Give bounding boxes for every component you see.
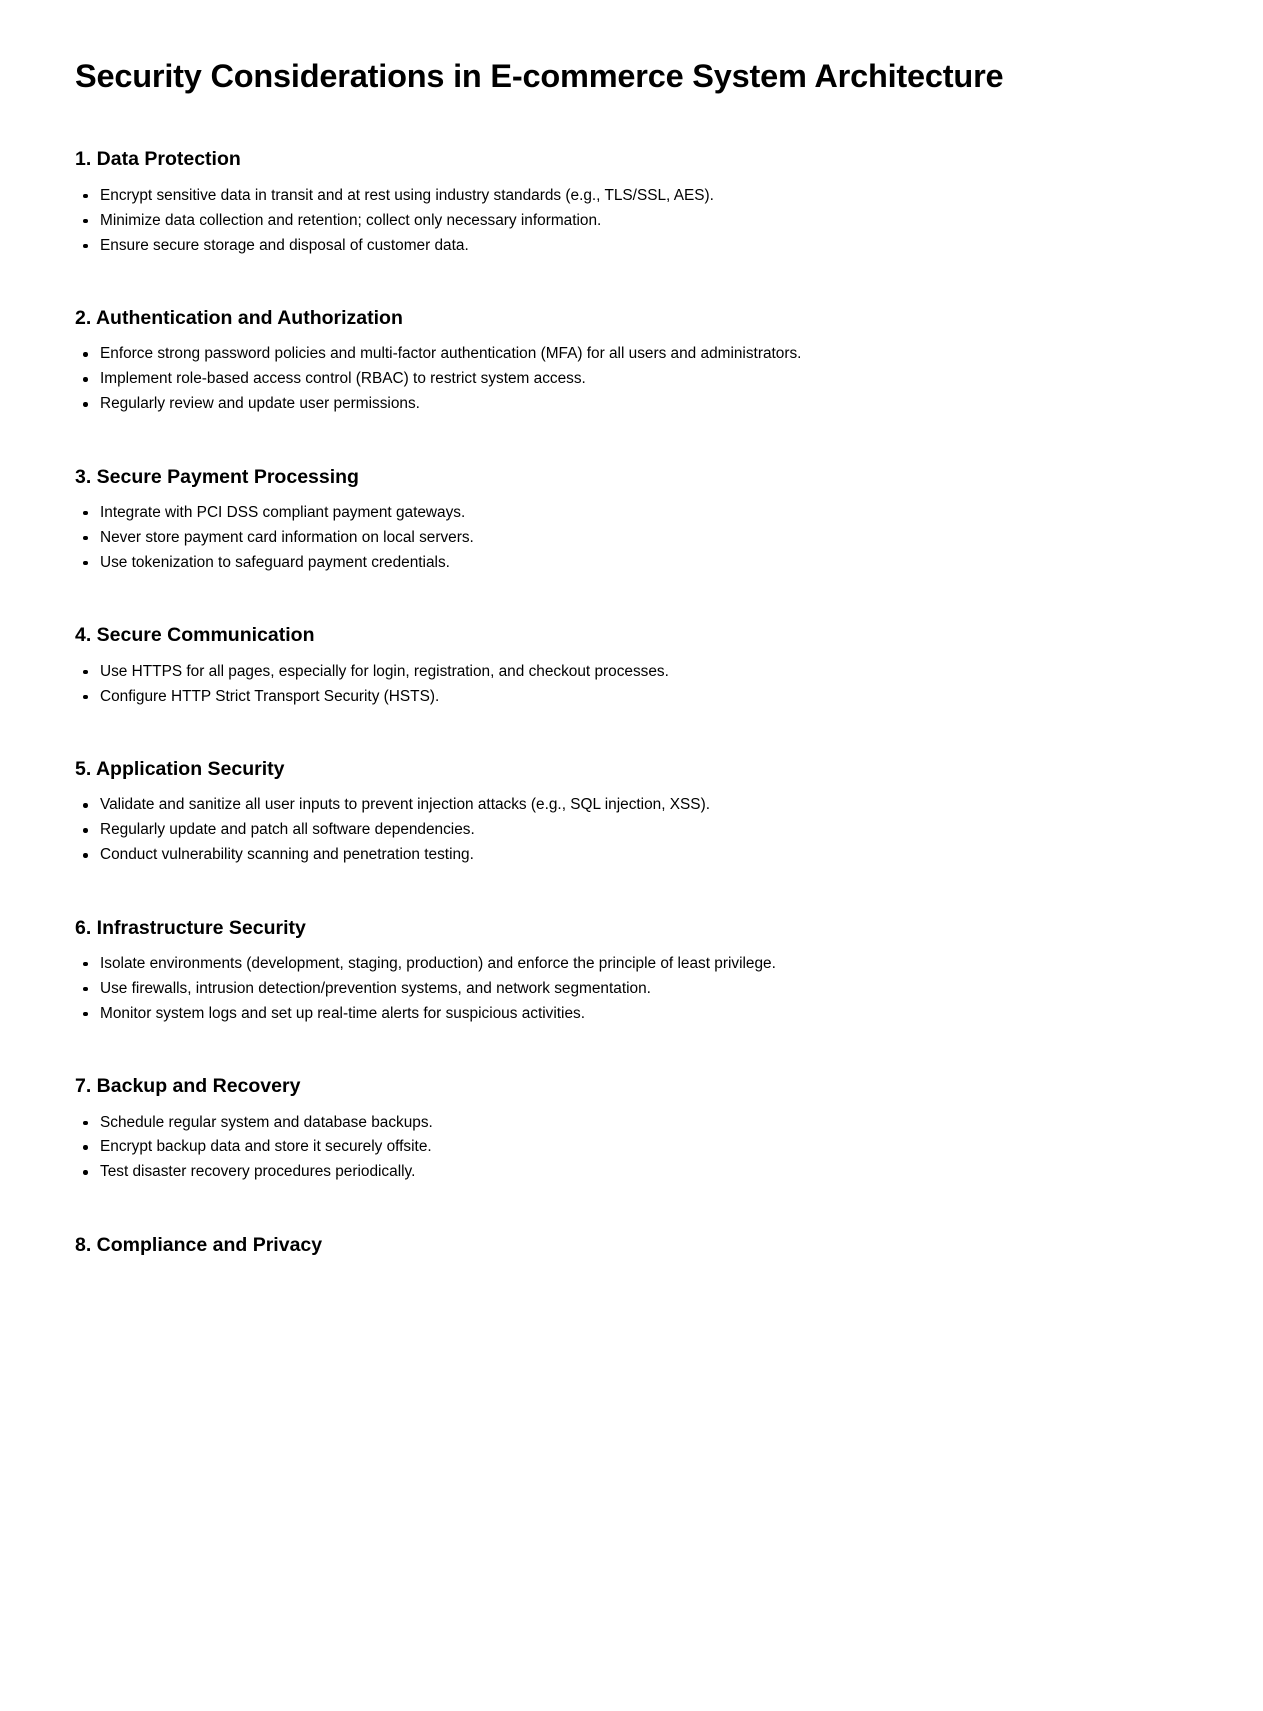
list-item xyxy=(82,956,1183,971)
list-item-text: Regularly update and patch all software dependencies. xyxy=(100,821,475,839)
document-section xyxy=(75,148,1183,253)
list-item-text: Test disaster recovery procedures periodically. xyxy=(100,1163,416,1181)
document-section xyxy=(75,917,1183,1022)
bullet-point-icon xyxy=(83,377,88,382)
bullet-point-icon xyxy=(83,194,88,199)
list-item-text: Schedule regular system and database backups. xyxy=(100,1113,433,1131)
list-item-text: Configure HTTP Strict Transport Security (HSTS). xyxy=(100,687,440,705)
list-item-text: Validate and sanitize all user inputs to prevent injection attacks (e.g., SQL injection, XSS). xyxy=(100,796,710,814)
list-item-text: Conduct vulnerability scanning and penetration testing. xyxy=(100,846,474,864)
bullet-point-icon xyxy=(83,561,88,566)
list-item-text: Use HTTPS for all pages, especially for login, registration, and checkout processes. xyxy=(100,662,669,680)
list-item-text: Regularly review and update user permissions. xyxy=(100,395,420,413)
bullet-point-icon xyxy=(83,1012,88,1017)
document-section xyxy=(75,758,1183,863)
section-heading: 1. Data Protection xyxy=(75,148,241,171)
section-bullet-list xyxy=(75,1099,1183,1180)
list-item-text: Use tokenization to safeguard payment credentials. xyxy=(100,553,450,571)
section-heading: 4. Secure Communication xyxy=(75,624,315,647)
bullet-point-icon xyxy=(83,803,88,808)
bullet-point-icon xyxy=(83,511,88,516)
bullet-point-icon xyxy=(83,1145,88,1150)
list-item xyxy=(82,238,1183,253)
section-heading: 8. Compliance and Privacy xyxy=(75,1233,323,1256)
bullet-point-icon xyxy=(83,853,88,858)
bullet-point-icon xyxy=(83,987,88,992)
document-section xyxy=(75,1075,1183,1180)
page-title: Security Considerations in E-commerce System Architecture xyxy=(75,58,1004,94)
list-item-text: Use firewalls, intrusion detection/prevention systems, and network segmentation. xyxy=(100,979,651,997)
bullet-point-icon xyxy=(83,244,88,249)
list-item-text: Encrypt sensitive data in transit and at rest using industry standards (e.g., TLS/SSL, AES). xyxy=(100,186,714,204)
list-item xyxy=(82,664,1183,679)
list-item xyxy=(82,1006,1183,1021)
list-item xyxy=(82,530,1183,545)
list-item-text: Minimize data collection and retention; collect only necessary information. xyxy=(100,211,602,229)
document-section xyxy=(75,466,1183,571)
section-bullet-list xyxy=(75,940,1183,1021)
bullet-point-icon xyxy=(83,402,88,407)
bullet-point-icon xyxy=(83,1170,88,1175)
list-item xyxy=(82,396,1183,411)
list-item-text: Enforce strong password policies and multi-factor authentication (MFA) for all users and administrators. xyxy=(100,345,802,363)
bullet-point-icon xyxy=(83,670,88,675)
section-bullet-list xyxy=(75,489,1183,570)
list-item-text: Encrypt backup data and store it securely offsite. xyxy=(100,1138,432,1156)
list-item xyxy=(82,213,1183,228)
document-section xyxy=(75,1234,1183,1257)
section-bullet-list xyxy=(75,330,1183,411)
section-heading: 6. Infrastructure Security xyxy=(75,916,306,939)
document-section xyxy=(75,307,1183,412)
bullet-point-icon xyxy=(83,219,88,224)
list-item-text: Never store payment card information on local servers. xyxy=(100,528,474,546)
section-bullet-list xyxy=(75,172,1183,253)
bullet-point-icon xyxy=(83,695,88,700)
list-item-text: Isolate environments (development, staging, production) and enforce the principle of least privilege. xyxy=(100,954,776,972)
sections-container xyxy=(75,148,1183,1257)
section-heading: 5. Application Security xyxy=(75,757,285,780)
document-section xyxy=(75,624,1183,704)
list-item xyxy=(82,797,1183,812)
list-item xyxy=(82,188,1183,203)
list-item xyxy=(82,555,1183,570)
bullet-point-icon xyxy=(83,536,88,541)
list-item xyxy=(82,505,1183,520)
section-heading: 2. Authentication and Authorization xyxy=(75,306,403,329)
list-item-text: Ensure secure storage and disposal of customer data. xyxy=(100,236,469,254)
list-item xyxy=(82,847,1183,862)
section-heading: 7. Backup and Recovery xyxy=(75,1075,301,1098)
list-item-text: Integrate with PCI DSS compliant payment gateways. xyxy=(100,503,466,521)
list-item-text: Implement role-based access control (RBAC) to restrict system access. xyxy=(100,370,586,388)
list-item xyxy=(82,1139,1183,1154)
bullet-point-icon xyxy=(83,828,88,833)
list-item xyxy=(82,981,1183,996)
list-item-text: Monitor system logs and set up real-time alerts for suspicious activities. xyxy=(100,1004,585,1022)
bullet-point-icon xyxy=(83,962,88,967)
section-heading: 3. Secure Payment Processing xyxy=(75,465,359,488)
list-item xyxy=(82,822,1183,837)
section-bullet-list xyxy=(75,648,1183,704)
list-item xyxy=(82,689,1183,704)
list-item xyxy=(82,371,1183,386)
list-item xyxy=(82,346,1183,361)
bullet-point-icon xyxy=(83,1121,88,1126)
bullet-point-icon xyxy=(83,352,88,357)
list-item xyxy=(82,1164,1183,1179)
list-item xyxy=(82,1115,1183,1130)
section-bullet-list xyxy=(75,781,1183,862)
